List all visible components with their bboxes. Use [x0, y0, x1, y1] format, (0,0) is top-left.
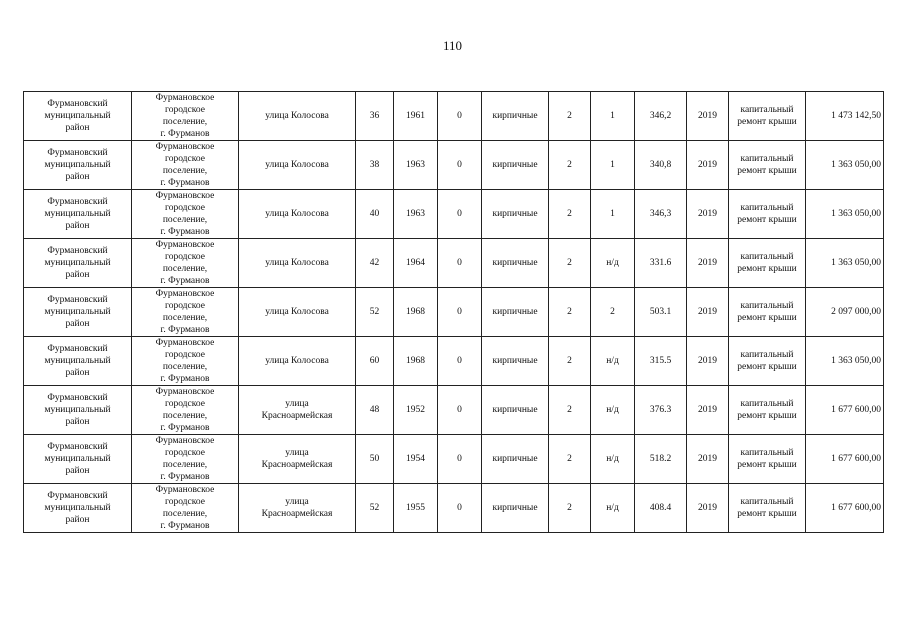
work-type-cell [729, 92, 806, 141]
work-type-cell [729, 484, 806, 533]
settlement-cell-line: поселение, [162, 362, 208, 372]
work-type-cell-line: капитальный [740, 252, 794, 262]
street-cell [239, 435, 356, 484]
street-cell-line: Красноармейская [261, 460, 333, 470]
work-type-cell-line: капитальный [740, 105, 794, 115]
wall-material-cell: кирпичные [482, 435, 549, 484]
zero-value-cell: 0 [438, 92, 482, 141]
work-type-cell-line: капитальный [740, 448, 794, 458]
district-cell-line: Фурмановский [47, 491, 108, 501]
plan-year-cell: 2019 [687, 386, 729, 435]
cost-cell: 1 677 600,00 [806, 484, 884, 533]
district-cell-line: район [65, 515, 90, 525]
plan-year-cell: 2019 [687, 288, 729, 337]
housing-registry-table [23, 91, 884, 533]
wall-material-cell: кирпичные [482, 92, 549, 141]
district-cell-line: Фурмановский [47, 246, 108, 256]
district-cell-line: муниципальный [44, 258, 111, 268]
table-row [24, 239, 884, 288]
settlement-cell-line: городское [165, 203, 205, 213]
street-cell-line: улица Колосова [265, 307, 329, 317]
work-type-cell-line: ремонт крыши [737, 264, 797, 274]
house-number-cell: 52 [356, 484, 394, 533]
build-year-cell: 1968 [394, 288, 438, 337]
district-cell-line: муниципальный [44, 307, 111, 317]
street-cell [239, 288, 356, 337]
street-cell [239, 337, 356, 386]
district-cell [24, 386, 132, 435]
entrances-cell: н/д [591, 435, 635, 484]
street-cell [239, 141, 356, 190]
settlement-cell-line: Фурмановское [155, 338, 215, 348]
settlement-cell-line: городское [165, 350, 205, 360]
district-cell-line: муниципальный [44, 209, 111, 219]
street-cell-line: улица Колосова [265, 258, 329, 268]
zero-value-cell: 0 [438, 288, 482, 337]
work-type-cell-line: ремонт крыши [737, 117, 797, 127]
floors-cell: 2 [549, 386, 591, 435]
settlement-cell [132, 337, 239, 386]
district-cell-line: Фурмановский [47, 295, 108, 305]
house-number-cell: 52 [356, 288, 394, 337]
settlement-cell-line: городское [165, 252, 205, 262]
settlement-cell-line: г. Фурманов [160, 423, 210, 433]
zero-value-cell: 0 [438, 484, 482, 533]
build-year-cell: 1952 [394, 386, 438, 435]
table-row [24, 337, 884, 386]
floors-cell: 2 [549, 435, 591, 484]
district-cell-line: район [65, 417, 90, 427]
street-cell-line: улица Колосова [265, 160, 329, 170]
settlement-cell-line: Фурмановское [155, 289, 215, 299]
build-year-cell: 1964 [394, 239, 438, 288]
settlement-cell [132, 435, 239, 484]
settlement-cell-line: Фурмановское [155, 191, 215, 201]
area-cell: 408.4 [635, 484, 687, 533]
settlement-cell-line: поселение, [162, 117, 208, 127]
work-type-cell-line: ремонт крыши [737, 460, 797, 470]
district-cell [24, 435, 132, 484]
settlement-cell-line: г. Фурманов [160, 178, 210, 188]
work-type-cell [729, 141, 806, 190]
entrances-cell: н/д [591, 337, 635, 386]
street-cell [239, 239, 356, 288]
work-type-cell-line: ремонт крыши [737, 509, 797, 519]
settlement-cell [132, 239, 239, 288]
plan-year-cell: 2019 [687, 484, 729, 533]
district-cell [24, 92, 132, 141]
district-cell-line: Фурмановский [47, 344, 108, 354]
district-cell [24, 141, 132, 190]
zero-value-cell: 0 [438, 141, 482, 190]
work-type-cell-line: капитальный [740, 203, 794, 213]
cost-cell: 2 097 000,00 [806, 288, 884, 337]
settlement-cell-line: городское [165, 105, 205, 115]
cost-cell: 1 363 050,00 [806, 190, 884, 239]
entrances-cell: н/д [591, 484, 635, 533]
wall-material-cell: кирпичные [482, 288, 549, 337]
wall-material-cell: кирпичные [482, 141, 549, 190]
entrances-cell: 1 [591, 141, 635, 190]
district-cell [24, 484, 132, 533]
work-type-cell-line: капитальный [740, 399, 794, 409]
street-cell [239, 484, 356, 533]
settlement-cell-line: г. Фурманов [160, 521, 210, 531]
street-cell-line: улица [285, 448, 309, 458]
build-year-cell: 1963 [394, 190, 438, 239]
settlement-cell-line: Фурмановское [155, 142, 215, 152]
plan-year-cell: 2019 [687, 141, 729, 190]
street-cell [239, 386, 356, 435]
district-cell-line: муниципальный [44, 111, 111, 121]
floors-cell: 2 [549, 141, 591, 190]
work-type-cell [729, 386, 806, 435]
settlement-cell-line: Фурмановское [155, 93, 215, 103]
wall-material-cell: кирпичные [482, 239, 549, 288]
work-type-cell-line: капитальный [740, 301, 794, 311]
street-cell-line: улица Колосова [265, 356, 329, 366]
zero-value-cell: 0 [438, 337, 482, 386]
area-cell: 518.2 [635, 435, 687, 484]
table-row [24, 484, 884, 533]
settlement-cell-line: поселение, [162, 313, 208, 323]
district-cell-line: Фурмановский [47, 393, 108, 403]
zero-value-cell: 0 [438, 435, 482, 484]
table-row [24, 141, 884, 190]
area-cell: 503.1 [635, 288, 687, 337]
floors-cell: 2 [549, 92, 591, 141]
floors-cell: 2 [549, 337, 591, 386]
house-number-cell: 50 [356, 435, 394, 484]
build-year-cell: 1954 [394, 435, 438, 484]
district-cell-line: район [65, 466, 90, 476]
district-cell [24, 190, 132, 239]
work-type-cell [729, 337, 806, 386]
settlement-cell [132, 92, 239, 141]
plan-year-cell: 2019 [687, 337, 729, 386]
area-cell: 346,2 [635, 92, 687, 141]
plan-year-cell: 2019 [687, 435, 729, 484]
plan-year-cell: 2019 [687, 239, 729, 288]
street-cell-line: Красноармейская [261, 411, 333, 421]
settlement-cell-line: г. Фурманов [160, 129, 210, 139]
plan-year-cell: 2019 [687, 190, 729, 239]
work-type-cell-line: ремонт крыши [737, 362, 797, 372]
district-cell-line: район [65, 172, 90, 182]
entrances-cell: 2 [591, 288, 635, 337]
settlement-cell-line: городское [165, 399, 205, 409]
table-row [24, 190, 884, 239]
district-cell-line: муниципальный [44, 503, 111, 513]
settlement-cell-line: г. Фурманов [160, 276, 210, 286]
settlement-cell-line: городское [165, 497, 205, 507]
work-type-cell [729, 435, 806, 484]
settlement-cell-line: г. Фурманов [160, 227, 210, 237]
table-row [24, 435, 884, 484]
settlement-cell-line: городское [165, 448, 205, 458]
area-cell: 340,8 [635, 141, 687, 190]
settlement-cell-line: городское [165, 154, 205, 164]
street-cell [239, 92, 356, 141]
district-cell-line: Фурмановский [47, 197, 108, 207]
cost-cell: 1 363 050,00 [806, 337, 884, 386]
cost-cell: 1 363 050,00 [806, 239, 884, 288]
floors-cell: 2 [549, 484, 591, 533]
floors-cell: 2 [549, 288, 591, 337]
settlement-cell-line: городское [165, 301, 205, 311]
zero-value-cell: 0 [438, 190, 482, 239]
settlement-cell-line: Фурмановское [155, 436, 215, 446]
wall-material-cell: кирпичные [482, 484, 549, 533]
floors-cell: 2 [549, 190, 591, 239]
district-cell [24, 337, 132, 386]
district-cell-line: район [65, 221, 90, 231]
settlement-cell-line: поселение, [162, 460, 208, 470]
district-cell-line: Фурмановский [47, 99, 108, 109]
settlement-cell-line: поселение, [162, 215, 208, 225]
work-type-cell-line: ремонт крыши [737, 313, 797, 323]
wall-material-cell: кирпичные [482, 190, 549, 239]
district-cell-line: муниципальный [44, 405, 111, 415]
area-cell: 346,3 [635, 190, 687, 239]
table-row [24, 386, 884, 435]
street-cell-line: улица [285, 399, 309, 409]
entrances-cell: 1 [591, 92, 635, 141]
work-type-cell [729, 288, 806, 337]
district-cell-line: Фурмановский [47, 442, 108, 452]
house-number-cell: 42 [356, 239, 394, 288]
plan-year-cell: 2019 [687, 92, 729, 141]
district-cell-line: район [65, 368, 90, 378]
page-number: 110 [442, 38, 463, 53]
settlement-cell-line: г. Фурманов [160, 325, 210, 335]
street-cell-line: Красноармейская [261, 509, 333, 519]
table-row [24, 92, 884, 141]
house-number-cell: 48 [356, 386, 394, 435]
floors-cell: 2 [549, 239, 591, 288]
work-type-cell [729, 239, 806, 288]
house-number-cell: 38 [356, 141, 394, 190]
district-cell-line: Фурмановский [47, 148, 108, 158]
work-type-cell-line: капитальный [740, 497, 794, 507]
street-cell-line: улица [285, 497, 309, 507]
work-type-cell-line: ремонт крыши [737, 166, 797, 176]
settlement-cell-line: Фурмановское [155, 240, 215, 250]
zero-value-cell: 0 [438, 386, 482, 435]
district-cell [24, 239, 132, 288]
wall-material-cell: кирпичные [482, 337, 549, 386]
settlement-cell [132, 484, 239, 533]
build-year-cell: 1968 [394, 337, 438, 386]
settlement-cell-line: Фурмановское [155, 387, 215, 397]
work-type-cell-line: ремонт крыши [737, 411, 797, 421]
table-row [24, 288, 884, 337]
work-type-cell-line: капитальный [740, 154, 794, 164]
settlement-cell [132, 141, 239, 190]
cost-cell: 1 677 600,00 [806, 435, 884, 484]
entrances-cell: н/д [591, 386, 635, 435]
build-year-cell: 1961 [394, 92, 438, 141]
work-type-cell [729, 190, 806, 239]
district-cell-line: район [65, 319, 90, 329]
house-number-cell: 36 [356, 92, 394, 141]
build-year-cell: 1955 [394, 484, 438, 533]
settlement-cell-line: поселение, [162, 166, 208, 176]
area-cell: 331.6 [635, 239, 687, 288]
build-year-cell: 1963 [394, 141, 438, 190]
street-cell-line: улица Колосова [265, 209, 329, 219]
district-cell-line: район [65, 270, 90, 280]
district-cell-line: муниципальный [44, 454, 111, 464]
district-cell-line: муниципальный [44, 356, 111, 366]
entrances-cell: 1 [591, 190, 635, 239]
street-cell [239, 190, 356, 239]
cost-cell: 1 473 142,50 [806, 92, 884, 141]
entrances-cell: н/д [591, 239, 635, 288]
settlement-cell [132, 288, 239, 337]
settlement-cell [132, 190, 239, 239]
settlement-cell [132, 386, 239, 435]
settlement-cell-line: поселение, [162, 264, 208, 274]
house-number-cell: 60 [356, 337, 394, 386]
area-cell: 315.5 [635, 337, 687, 386]
street-cell-line: улица Колосова [265, 111, 329, 121]
settlement-cell-line: г. Фурманов [160, 374, 210, 384]
settlement-cell-line: г. Фурманов [160, 472, 210, 482]
cost-cell: 1 363 050,00 [806, 141, 884, 190]
district-cell [24, 288, 132, 337]
work-type-cell-line: ремонт крыши [737, 215, 797, 225]
zero-value-cell: 0 [438, 239, 482, 288]
work-type-cell-line: капитальный [740, 350, 794, 360]
district-cell-line: муниципальный [44, 160, 111, 170]
wall-material-cell: кирпичные [482, 386, 549, 435]
settlement-cell-line: Фурмановское [155, 485, 215, 495]
house-number-cell: 40 [356, 190, 394, 239]
settlement-cell-line: поселение, [162, 411, 208, 421]
cost-cell: 1 677 600,00 [806, 386, 884, 435]
settlement-cell-line: поселение, [162, 509, 208, 519]
area-cell: 376.3 [635, 386, 687, 435]
district-cell-line: район [65, 123, 90, 133]
